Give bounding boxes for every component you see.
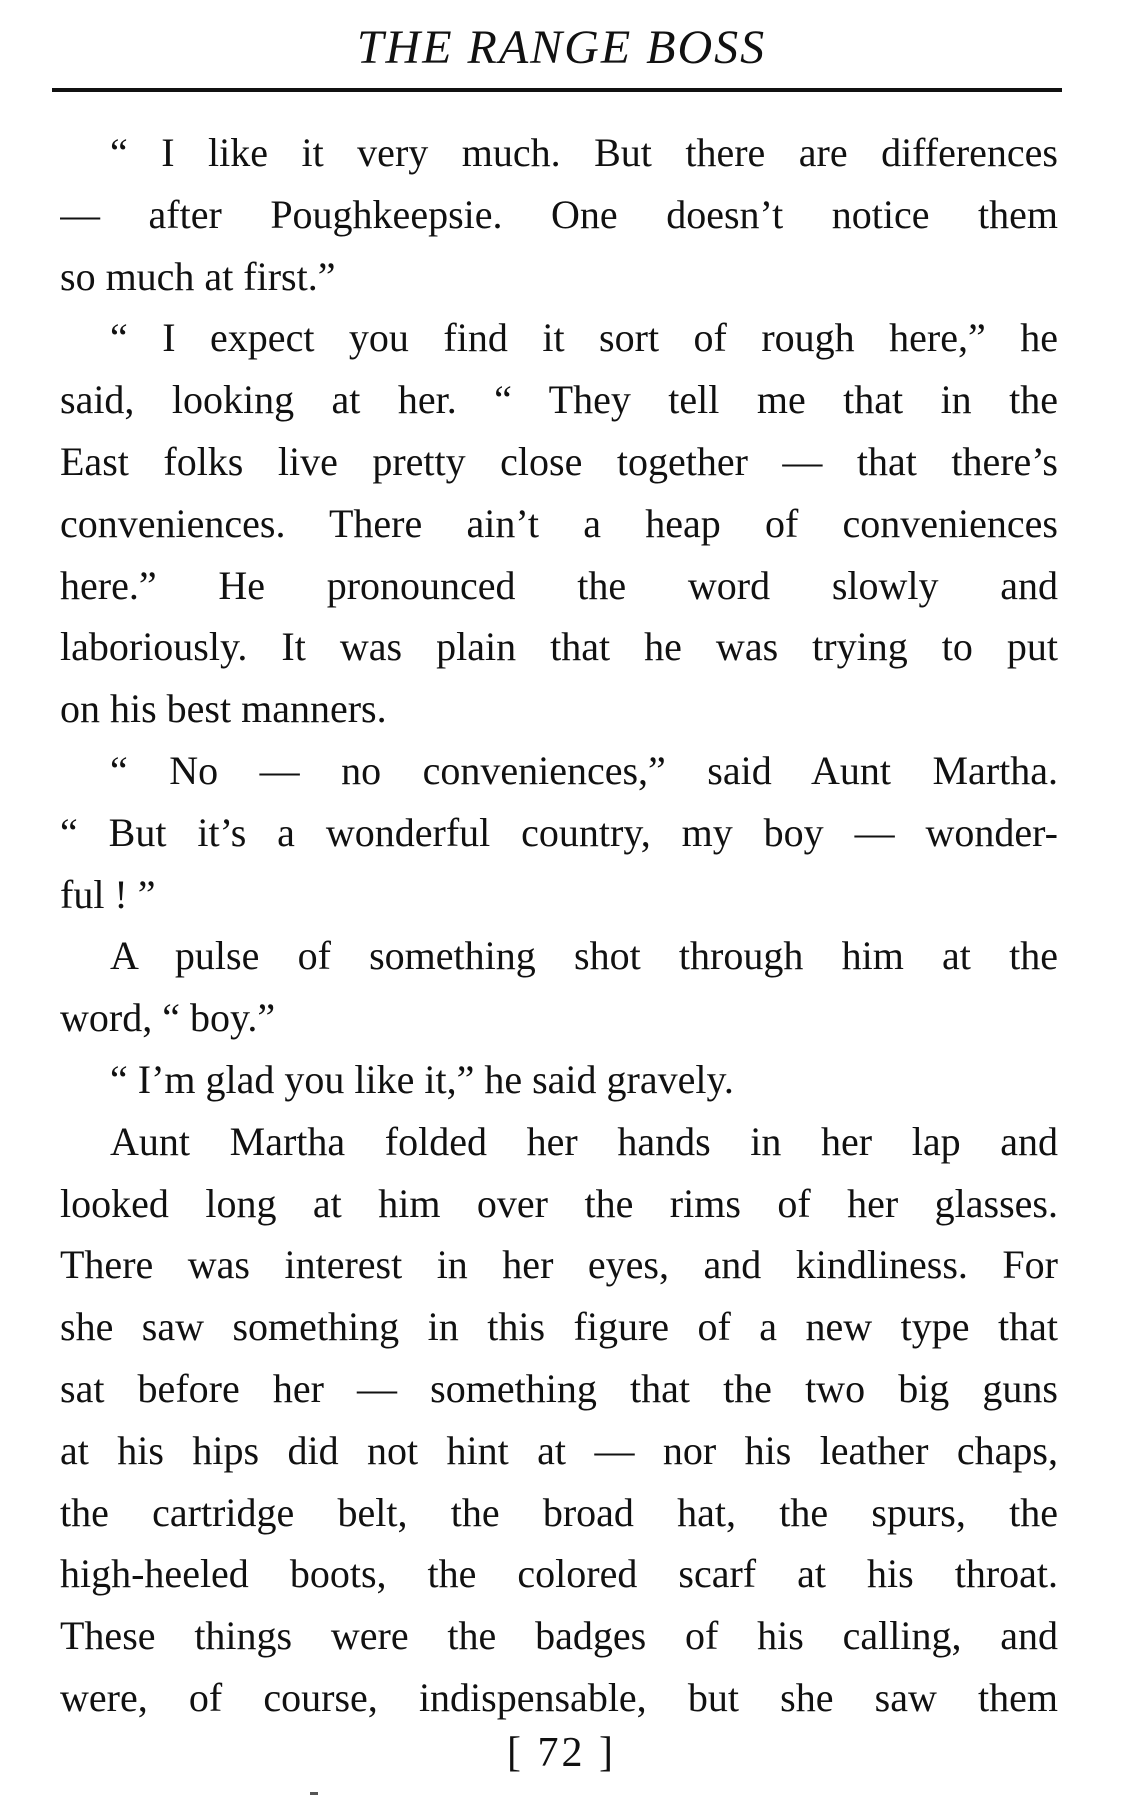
text-line: ful ! ”: [60, 871, 156, 917]
text-line: were, of course, indispensable, but she saw them: [60, 1674, 1058, 1720]
header-rule: [52, 88, 1062, 92]
text-line: looked long at him over the rims of her glasses.: [60, 1180, 1058, 1226]
text-line: high-heeled boots, the colored scarf at his throat.: [60, 1551, 1058, 1597]
text-line: There was interest in her eyes, and kindliness. For: [60, 1242, 1058, 1288]
page-number: [ 72 ]: [507, 1730, 616, 1776]
text-line: conveniences. There ain’t a heap of conveniences: [60, 500, 1058, 546]
text-line: here.” He pronounced the word slowly and: [60, 562, 1058, 608]
text-line: Aunt Martha folded her hands in her lap and: [110, 1118, 1058, 1164]
running-title: THE RANGE BOSS: [356, 21, 767, 74]
text-line: at his hips did not hint at — nor his leather chaps,: [60, 1427, 1058, 1473]
text-line: so much at first.”: [60, 253, 336, 299]
paragraph-1: [60, 122, 1058, 307]
text-line: East folks live pretty close together — that there’s: [60, 438, 1058, 484]
text-line: she saw something in this figure of a new type that: [60, 1304, 1058, 1350]
text-line: said, looking at her. “ They tell me that in the: [60, 377, 1058, 423]
paragraph-5: [60, 1049, 1058, 1111]
body-text: [60, 122, 1058, 1729]
text-line: the cartridge belt, the broad hat, the spurs, the: [60, 1489, 1058, 1535]
text-line: laboriously. It was plain that he was trying to put: [60, 624, 1058, 670]
text-line: “ But it’s a wonderful country, my boy — wonder-: [60, 809, 1058, 855]
text-line: “ No — no conveniences,” said Aunt Martha.: [110, 747, 1058, 793]
text-line: “ I expect you find it sort of rough here,” he: [110, 315, 1058, 361]
text-line: sat before her — something that the two big guns: [60, 1365, 1058, 1411]
paragraph-3: [60, 740, 1058, 925]
text-line: word, “ boy.”: [60, 995, 276, 1041]
print-speck: [310, 1792, 318, 1795]
paragraph-4: [60, 925, 1058, 1049]
text-line: “ I like it very much. But there are differences: [110, 130, 1058, 175]
text-line: These things were the badges of his calling, and: [60, 1613, 1058, 1659]
text-line: A pulse of something shot through him at the: [110, 933, 1058, 979]
paragraph-2: [60, 307, 1058, 740]
text-line: “ I’m glad you like it,” he said gravely.: [110, 1056, 734, 1102]
text-line: on his best manners.: [60, 686, 387, 732]
paragraph-6: [60, 1111, 1058, 1729]
text-line: — after Poughkeepsie. One doesn’t notice them: [60, 191, 1058, 237]
